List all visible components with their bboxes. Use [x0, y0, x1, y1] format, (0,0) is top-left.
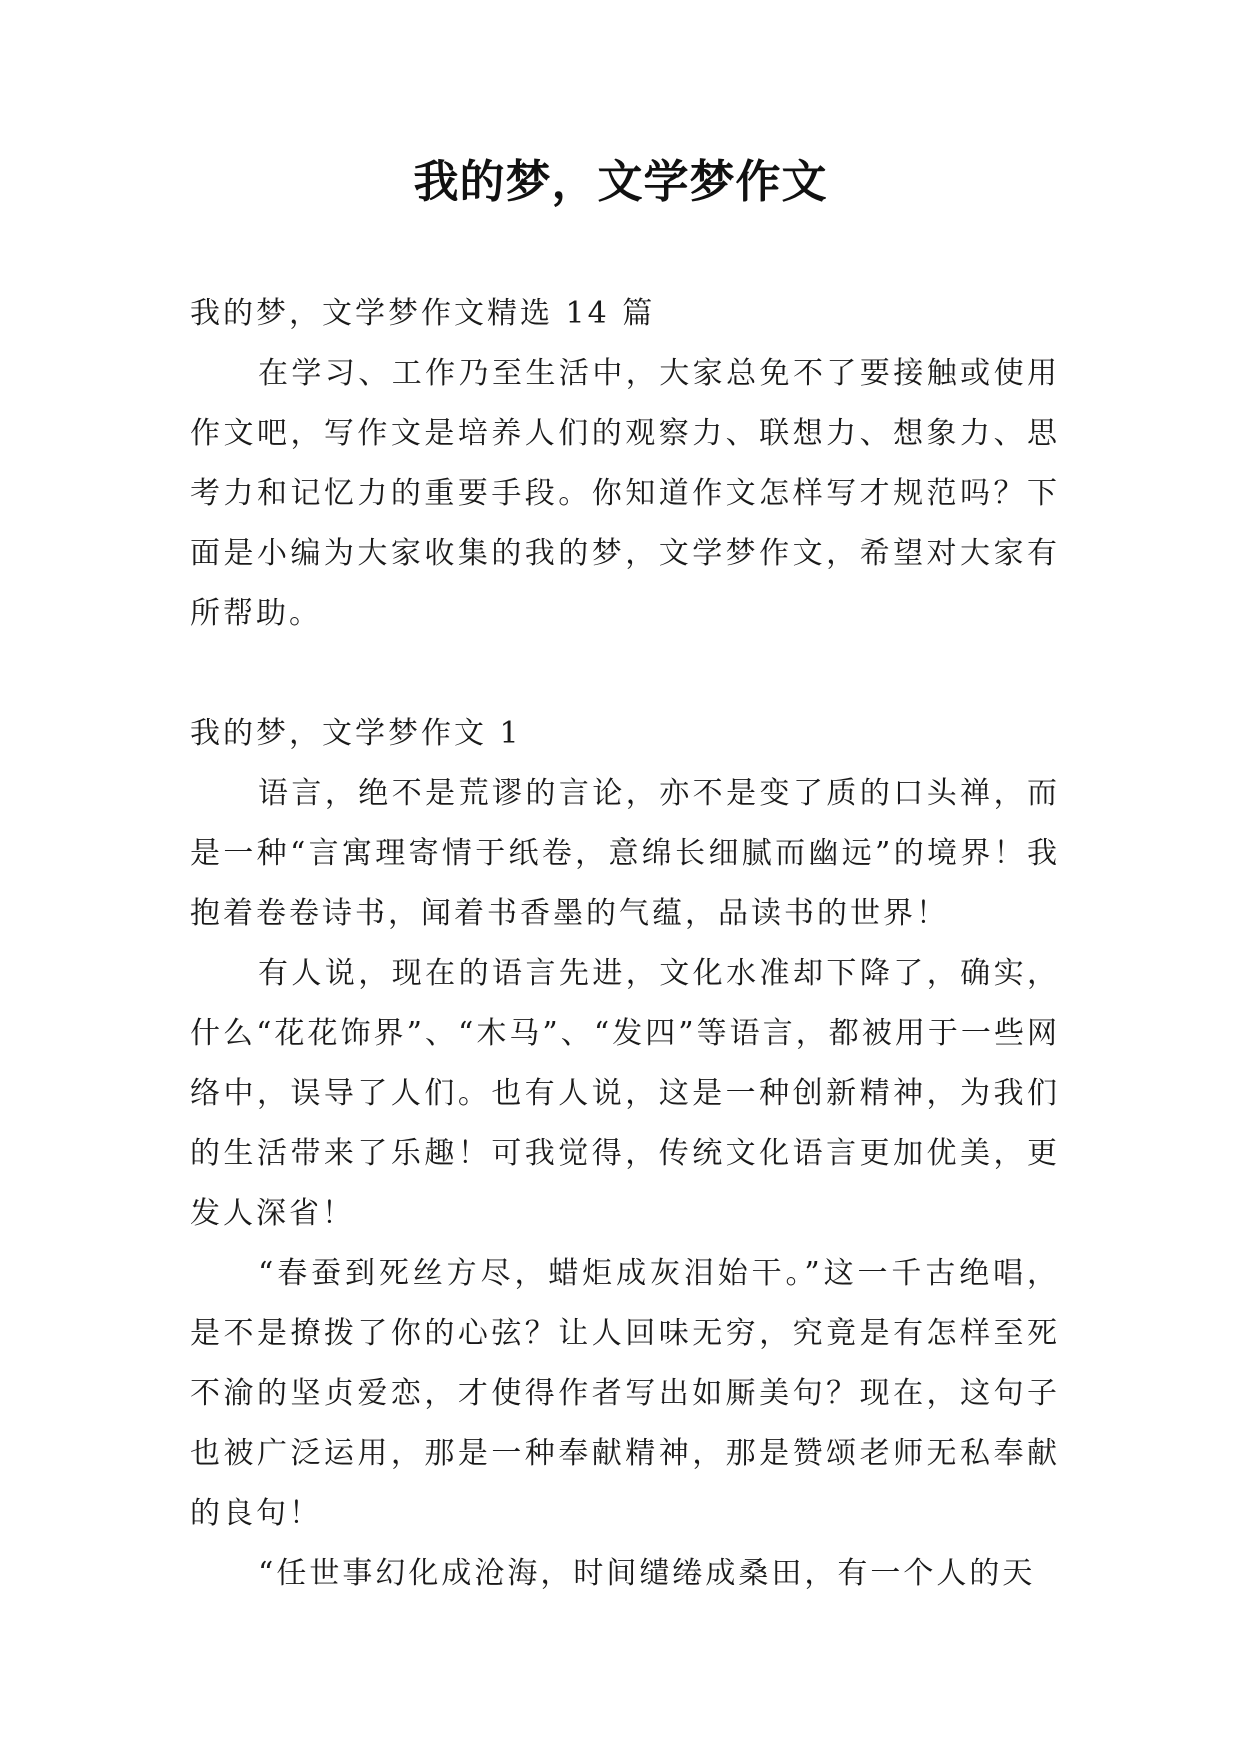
document-title: 我的梦，文学梦作文: [413, 155, 828, 208]
essay-paragraph: 有人说，现在的语言先进，文化水准却下降了，确实，什么“花花饰界”、“木马”、“发四”等语言，都被用于一些网络中，误导了人们。也有人说，这是一种创新精神，为我们的生活带来了乐趣！可我觉得，传统文化语言更加优美，更发人深省！: [190, 956, 1060, 1231]
essay-paragraph: 语言，绝不是荒谬的言论，亦不是变了质的口头禅，而是一种“言寓理寄情于纸卷，意绵长细腻而幽远”的境界！我抱着卷卷诗书，闻着书香墨的气蕴，品读书的世界！: [190, 776, 1060, 931]
intro-paragraph: 在学习、工作乃至生活中，大家总免不了要接触或使用作文吧，写作文是培养人们的观察力、联想力、想象力、思考力和记忆力的重要手段。你知道作文怎样写才规范吗？下面是小编为大家收集的我的梦，文学梦作文，希望对大家有所帮助。: [190, 356, 1060, 631]
essay-paragraph: “春蚕到死丝方尽，蜡炬成灰泪始干。”这一千古绝唱，是不是撩拨了你的心弦？让人回味无穷，究竟是有怎样至死不渝的坚贞爱恋，才使得作者写出如厮美句？现在，这句子也被广泛运用，那是一种奉献精神，那是赞颂老师无私奉献的良句！: [190, 1256, 1060, 1531]
document-body: [190, 284, 1060, 1604]
essay-heading: 我的梦，文学梦作文 1: [190, 716, 522, 751]
section-spacer: [190, 644, 1060, 704]
collection-subtitle: 我的梦，文学梦作文精选 14 篇: [190, 296, 656, 331]
essay-paragraph: “任世事幻化成沧海，时间缱绻成桑田，有一个人的天: [258, 1556, 1036, 1591]
